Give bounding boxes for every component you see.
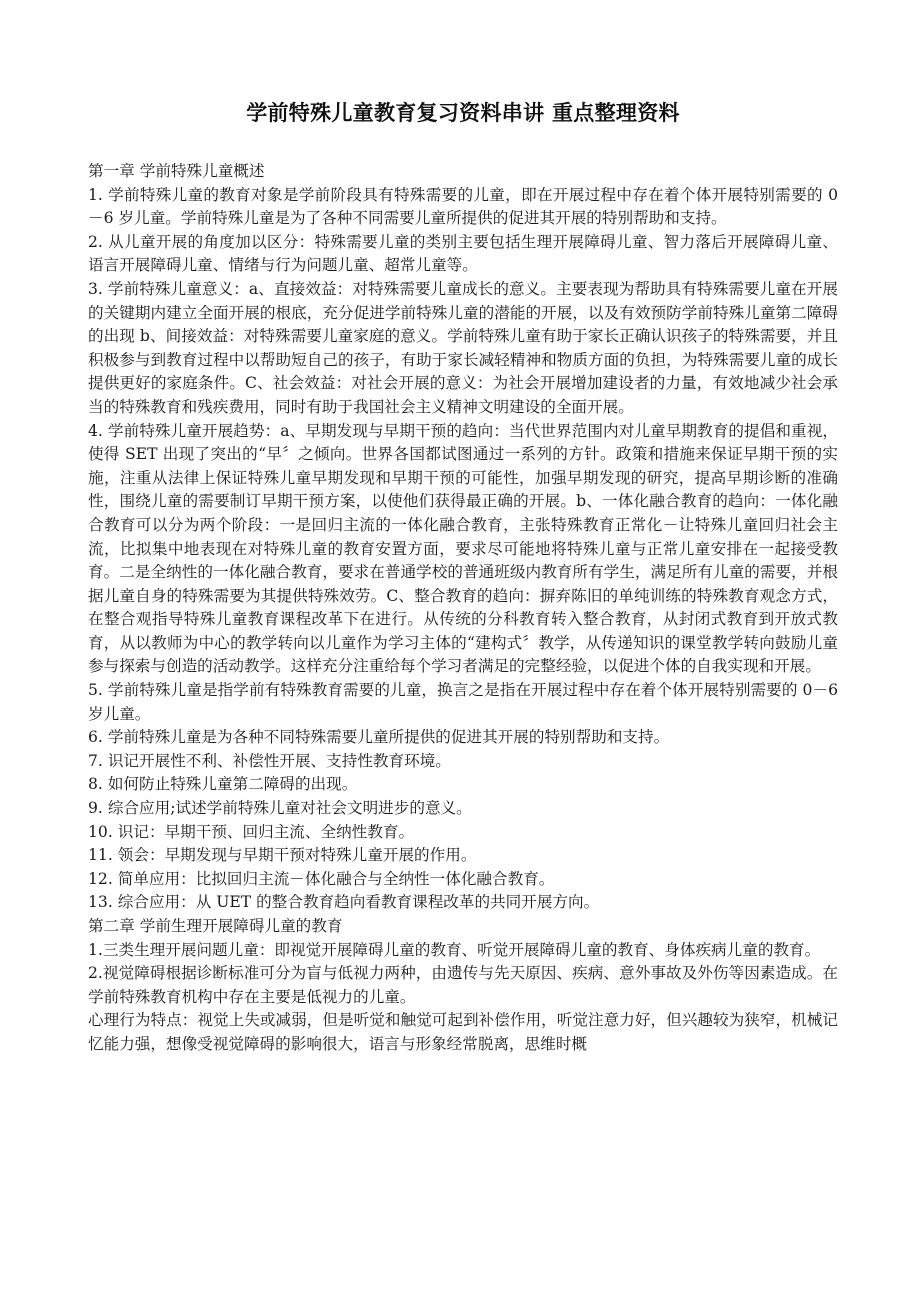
paragraph: 2.视觉障碍根据诊断标准可分为盲与低视力两种，由遗传与先天原因、疾病、意外事故及外伤等因素造成。在学前特殊教育机构中存在主要是低视力的儿童。 (88, 964, 838, 1006)
paragraph: 2. 从儿童开展的角度加以区分：特殊需要儿童的类别主要包括生理开展障碍儿童、智力落后开展障碍儿童、语言开展障碍儿童、情绪与行为问题儿童、超常儿童等。 (88, 232, 838, 275)
document-page (88, 0, 838, 1057)
chapter-1-heading: 第一章 学前特殊儿童概述 (88, 162, 265, 180)
paragraph: 1.三类生理开展问题儿童：即视觉开展障碍儿童的教育、听觉开展障碍儿童的教育、身体疾病儿童的教育。 (88, 940, 821, 959)
document-title: 学前特殊儿童教育复习资料串讲 重点整理资料 (246, 101, 680, 125)
paragraph: 8. 如何防止特殊儿童第二障碍的出现。 (88, 775, 358, 794)
paragraph: 13. 综合应用：从 UET 的整合教育趋向看教育课程改革的共同开展方向。 (88, 893, 600, 912)
paragraph: 1. 学前特殊儿童的教育对象是学前阶段具有特殊需要的儿童，即在开展过程中存在着个体开展特别需要的 0－6 岁儿童。学前特殊儿童是为了各种不同需要儿童所提供的促进其开展的特别帮助和支持。 (88, 185, 838, 228)
paragraph: 3. 学前特殊儿童意义：a、直接效益：对特殊需要儿童成长的意义。主要表现为帮助具有特殊需要儿童在开展的关键期内建立全面开展的根底，充分促进学前特殊儿童的潜能的开展，以及有效预防学前特殊儿童第二障碍的出现 b、间接效益：对特殊需要儿童家庭的意义。学前特殊儿童有助于家长正确认识孩子的特殊需要，并且积极参与到教育过程中以帮助短自己的孩子，有助于家长减轻精神和物质方面的负担，为特殊需要儿童的成长提供更好的家庭条件。C、社会效益：对社会开展的意义：为社会开展增加建设者的力量，有效地减少社会承当的特殊教育和残疾费用，同时有助于我国社会主义精神文明建设的全面开展。 (88, 279, 838, 416)
paragraph: 6. 学前特殊儿童是为各种不同特殊需要儿童所提供的促进其开展的特别帮助和支持。 (88, 728, 670, 747)
paragraph: 10. 识记：早期干预、回归主流、全纳性教育。 (88, 822, 415, 841)
paragraph: 12. 简单应用：比拟回归主流－体化融合与全纳性一体化融合教育。 (88, 869, 555, 888)
paragraph: 7. 识记开展性不利、补偿性开展、支持性教育环境。 (88, 751, 451, 770)
paragraph: 11. 领会：早期发现与早期干预对特殊儿童开展的作用。 (88, 846, 477, 865)
paragraph: 4. 学前特殊儿童开展趋势：a、早期发现与早期干预的趋向：当代世界范围内对儿童早期教育的提倡和重视，使得 SET 出现了突出的“早〞之倾向。世界各国都试图通过一系列的方针。政策和措施来保证早期干预的实施，注重从法律上保证特殊儿童早期发现和早期干预的可能性，加强早期发现的研究，提高早期诊断的准确性，围绕儿童的需要制订早期干预方案，以使他们获得最正确的开展。b、一体化融合教育的趋向：一体化融合教育可以分为两个阶段：一是回归主流的一体化融合教育，主张特殊教育正常化－让特殊儿童回归社会主流，比拟集中地表现在对特殊儿童的教育安置方面，要求尽可能地将特殊儿童与正常儿童安排在一起接受教育。二是全纳性的一体化融合教育，要求在普通学校的普通班级内教育所有学生，满足所有儿童的需要，并根据儿童自身的特殊需要为其提供特殊效劳。C、整合教育的趋向：摒弃陈旧的单纯训练的特殊教育观念方式，在整合观指导特殊儿童教育课程改革下在进行。从传统的分科教育转入整合教育，从封闭式教育到开放式教育，从以教师为中心的教学转向以儿童作为学习主体的“建构式〞教学，从传递知识的课堂教学转向鼓励儿童参与探索与创造的活动教学。这样充分注重给每个学习者满足的完整经验，以促进个体的自我实现和开展。 (88, 421, 838, 676)
document-body (88, 160, 838, 1057)
paragraph: 心理行为特点：视觉上失或减弱，但是听觉和触觉可起到补偿作用，听觉注意力好，但兴趣较为狭窄，机械记忆能力强，想像受视觉障碍的影响很大，语言与形象经常脱离，思维时概 (88, 1011, 838, 1053)
paragraph: 5. 学前特殊儿童是指学前有特殊教育需要的儿童，换言之是指在开展过程中存在着个体开展特别需要的 0－6 岁儿童。 (88, 681, 838, 723)
chapter-2-heading: 第二章 学前生理开展障碍儿童的教育 (88, 917, 343, 935)
paragraph: 9. 综合应用;试述学前特殊儿童对社会文明进步的意义。 (88, 799, 472, 818)
